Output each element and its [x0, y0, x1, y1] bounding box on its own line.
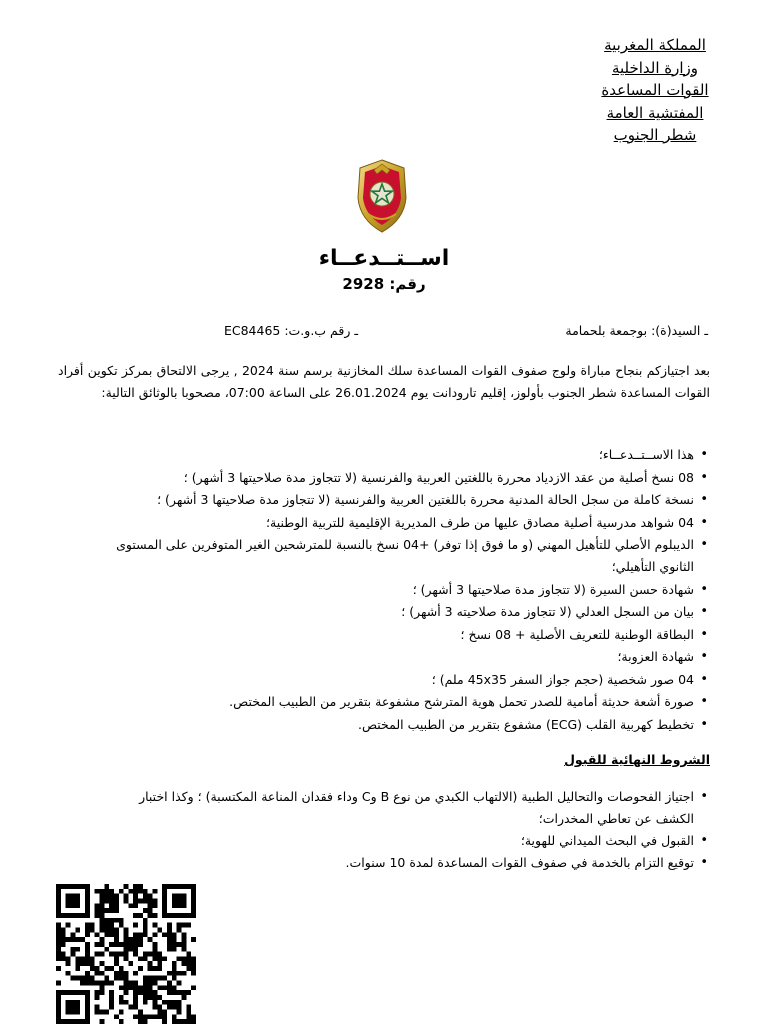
recipient-id-label: ـ رقم ب.و.ت: — [284, 323, 358, 338]
list-item: • بيان من السجل العدلي (لا تتجاوز مدة صلاحيته 3 أشهر) ؛ — [100, 601, 710, 623]
list-item: • شهادة حسن السيرة (لا تتجاوز مدة صلاحيتها 3 أشهر) ؛ — [100, 579, 710, 601]
number-label: رقم: — [389, 275, 426, 293]
final-conditions-list — [100, 786, 710, 874]
list-item: • تخطيط كهربية القلب (ECG) مشفوع بتقرير من الطبيب المختص. — [100, 714, 710, 736]
list-item: • الديبلوم الأصلي للتأهيل المهني (و ما فوق إذا توفر) +04 نسخ بالنسبة للمترشحين الغير المتوفرين على المستوى الثانوي التأهيلي؛ — [100, 534, 710, 578]
convocation-number — [234, 274, 534, 294]
list-item: • القبول في البحث الميداني للهوية؛ — [100, 830, 710, 852]
number-value: 2928 — [342, 275, 385, 293]
header-line-sector: شطر الجنوب — [613, 126, 697, 144]
list-item: • هذا الاســتــدعــاء؛ — [100, 444, 710, 466]
recipient-id-value: EC84465 — [223, 323, 281, 338]
header-line-kingdom: المملكة المغربية — [604, 36, 706, 54]
header-line-forces: القوات المساعدة — [601, 81, 709, 99]
list-item: • 04 شواهد مدرسية أصلية مصادق عليها من طرف المديرية الإقليمية للتربية الوطنية؛ — [100, 512, 710, 534]
list-item: • 08 نسخ أصلية من عقد الازدياد محررة باللغتين العربية والفرنسية (لا تتجاوز مدة صلاحيتها 3 أشهر) ؛ — [100, 467, 710, 489]
recipient-id — [224, 320, 358, 342]
recipient-name: ـ السيد(ة): بوجمعة بلحمامة — [565, 323, 708, 338]
list-item: • اجتياز الفحوصات والتحاليل الطبية (الالتهاب الكبدي من نوع B وC وداء فقدان المناعة المكتسبة) ؛ وكذا اختبار الكشف عن تعاطي المخدرات؛ — [100, 786, 710, 830]
conditions-title: الشروط النهائية للقبول — [564, 752, 710, 767]
header-line-inspectorate: المفتشية العامة — [606, 103, 704, 122]
document-title: اســتــدعــاء — [318, 246, 450, 271]
list-item: • البطاقة الوطنية للتعريف الأصلية + 08 نسخ ؛ — [100, 624, 710, 646]
required-documents-list — [100, 444, 710, 736]
recipient-line — [60, 320, 708, 342]
list-item: • نسخة كاملة من سجل الحالة المدنية محررة باللغتين العربية والفرنسية (لا تتجاوز مدة صلاحيتها 3 أشهر) ؛ — [100, 489, 710, 511]
list-item: • شهادة العزوبة؛ — [100, 646, 710, 668]
list-item: • 04 صور شخصية (حجم جواز السفر 45x35 ملم) ؛ — [100, 669, 710, 691]
auxiliary-forces-emblem-icon — [354, 158, 410, 234]
header-line-ministry: وزارة الداخلية — [611, 58, 699, 77]
intro-paragraph: بعد اجتيازكم بنجاح مباراة ولوج صفوف القوات المساعدة سلك المخازنية برسم سنة 2024 , يرجى الالتحاق بمركز تكوين أفراد القوات المساعدة شطر الجنوب بأولوز، إقليم تارودانت يوم 26.01.2024 على الساعة 07:00، مصحوبا بالوثائق التالية: — [58, 363, 711, 400]
ministry-header — [560, 34, 750, 147]
list-item: • صورة أشعة حديثة أمامية للصدر تحمل هوية المترشح مشفوعة بتقرير من الطبيب المختص. — [100, 691, 710, 713]
qr-code-icon — [56, 884, 196, 1024]
list-item: • توقيع التزام بالخدمة في صفوف القوات المساعدة لمدة 10 سنوات. — [100, 852, 710, 874]
